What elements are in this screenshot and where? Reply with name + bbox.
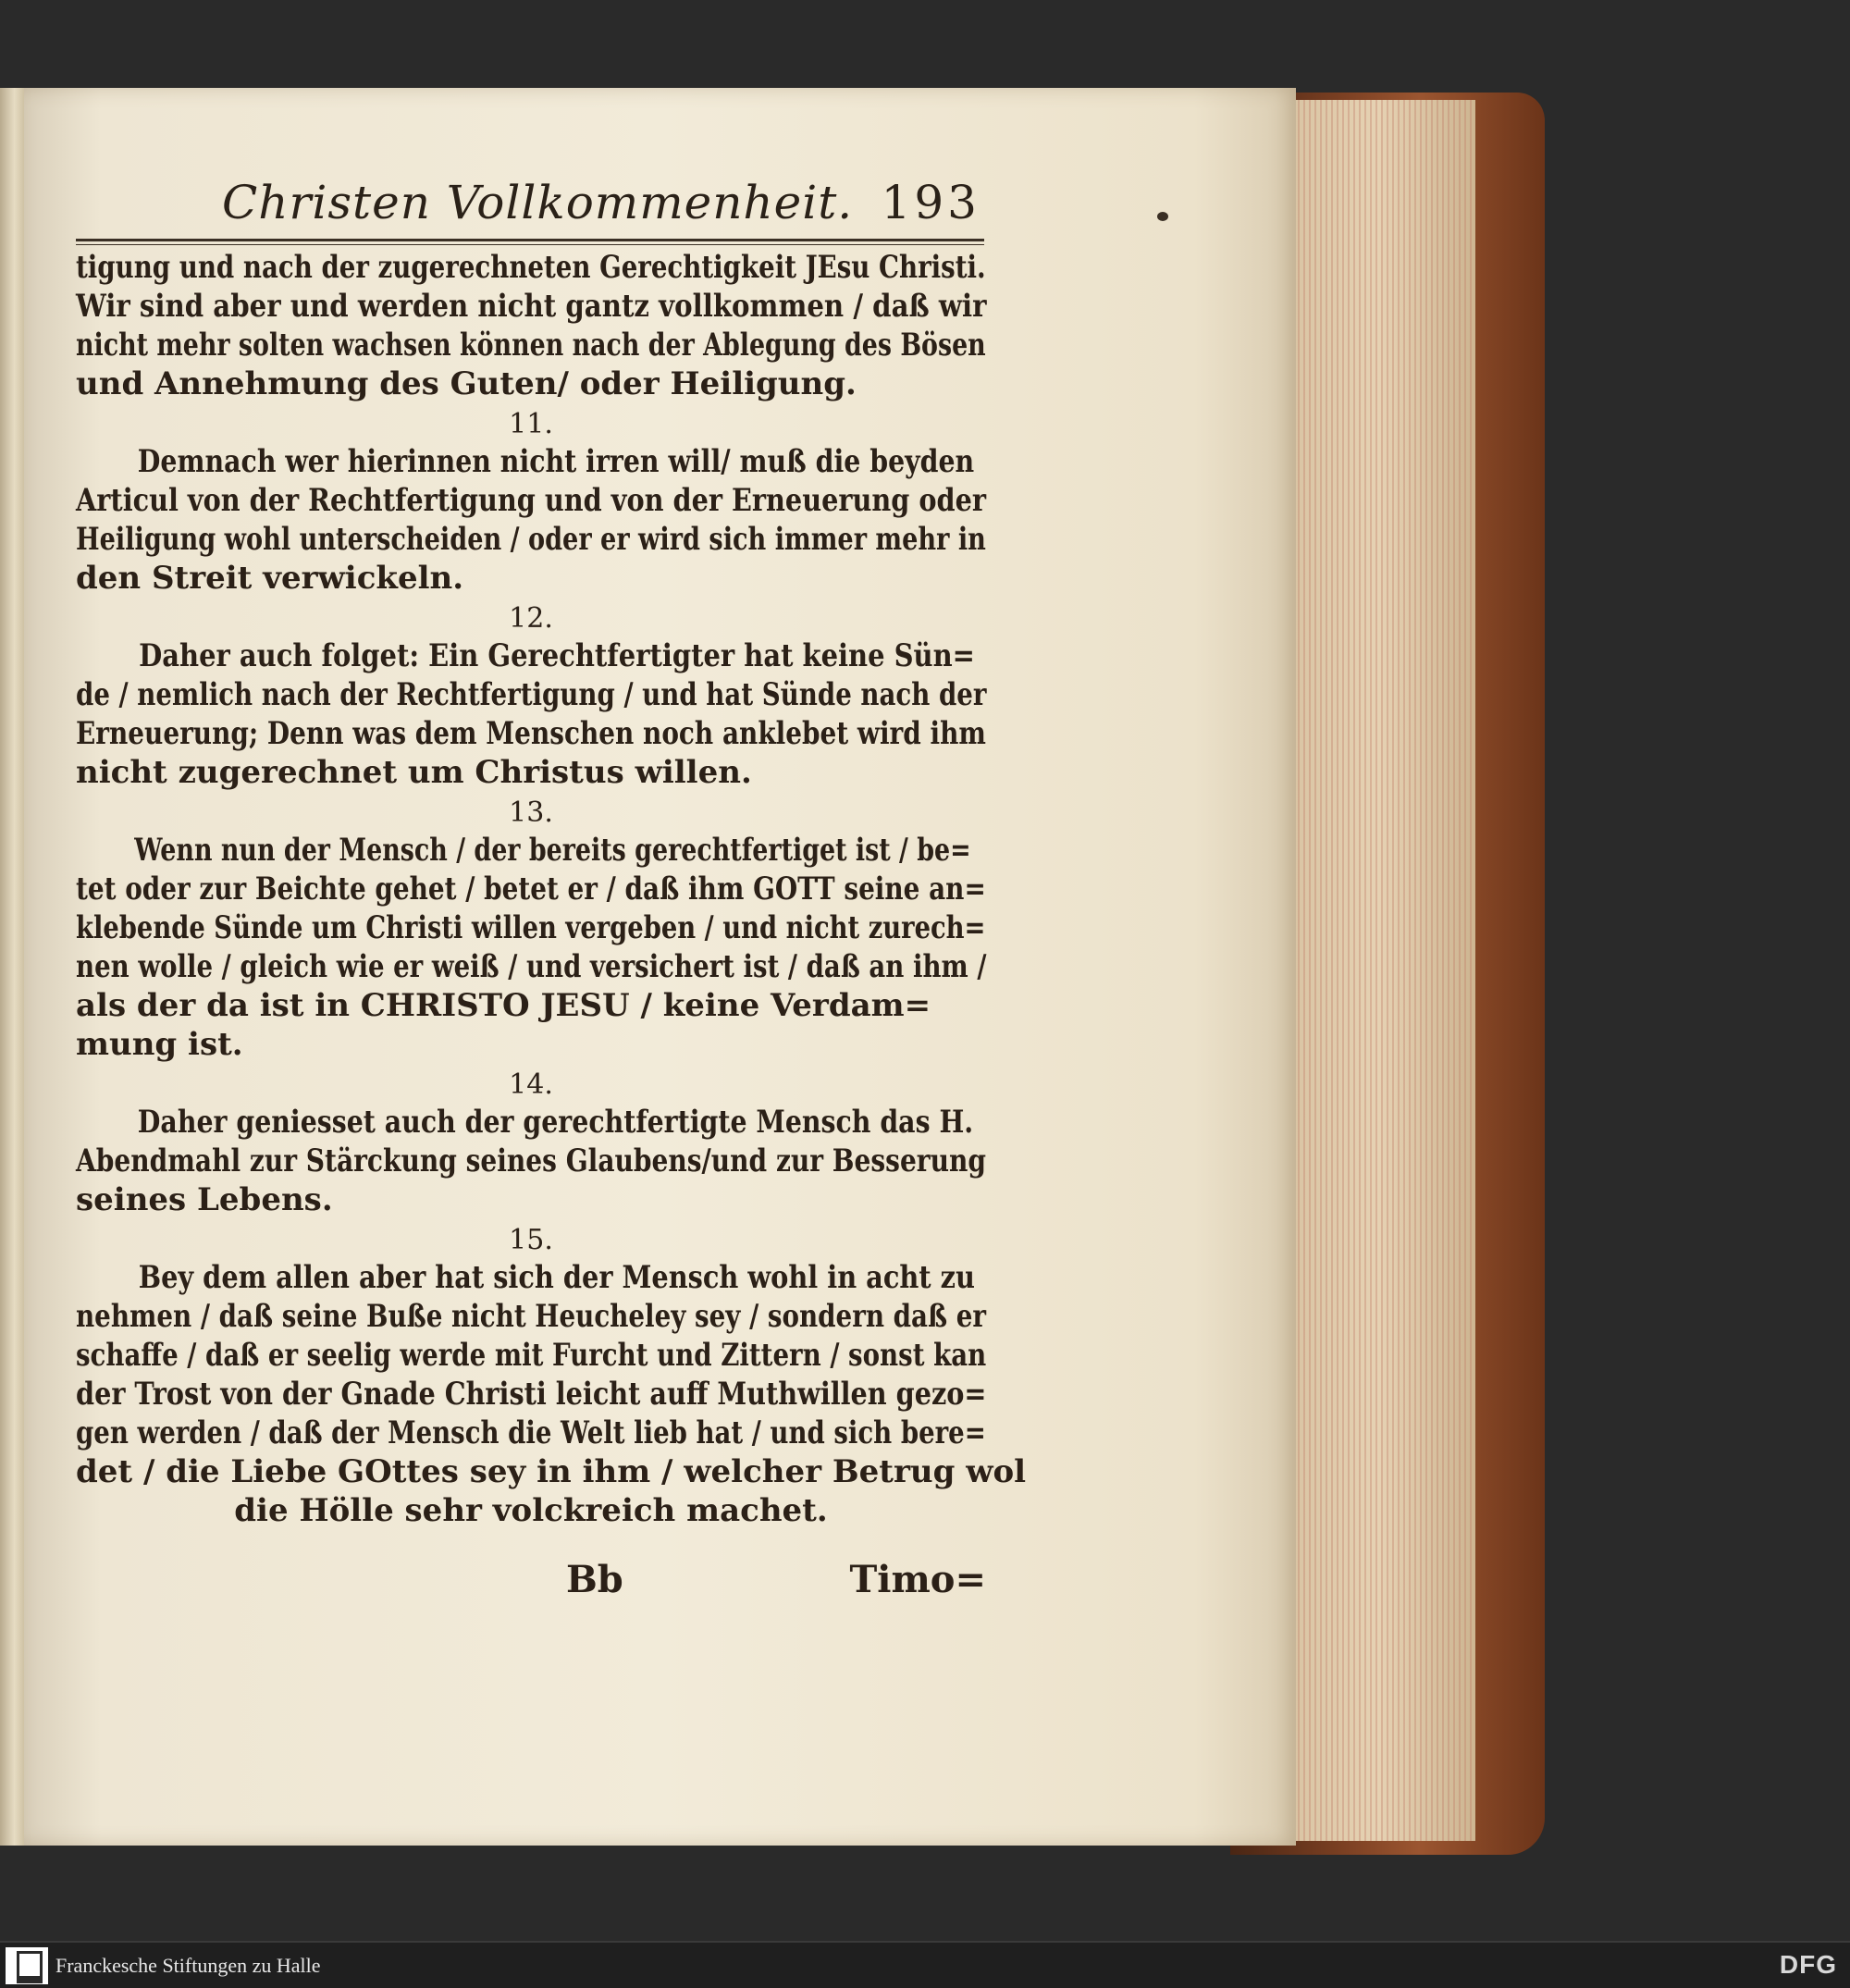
text-line: nicht zugerechnet um Christus willen. xyxy=(76,754,752,791)
text-line: schaffe / daß er seelig werde mit Furcht und Zittern / sonst kan xyxy=(76,1337,987,1374)
institution-name[interactable]: Franckesche Stiftungen zu Halle xyxy=(56,1954,321,1977)
left-page-edge xyxy=(0,88,24,1846)
text-line: klebende Sünde um Christi willen vergeben / und nicht zurech= xyxy=(76,909,986,946)
text-line: tet oder zur Beichte gehet / betet er / daß ihm GOTT seine an= xyxy=(76,871,986,908)
body-text xyxy=(76,248,1027,1530)
text-line: Daher geniesset auch der gerechtfertigte Mensch das H. xyxy=(137,1104,974,1141)
text-line: Wenn nun der Mensch / der bereits gerechtfertiget ist / be= xyxy=(134,832,971,869)
text-line: Articul von der Rechtfertigung und von der Erneuerung oder xyxy=(76,482,987,519)
viewer-footer xyxy=(0,1941,1850,1988)
section-number: 15. xyxy=(509,1224,553,1256)
text-line: der Trost von der Gnade Christi leicht auff Muthwillen gezo= xyxy=(76,1376,987,1413)
text-line: Heiligung wohl unterscheiden / oder er wird sich immer mehr in xyxy=(76,521,986,558)
running-head-title: Christen Vollkommenheit. xyxy=(222,176,854,229)
section-number: 13. xyxy=(509,796,553,829)
text-line: seines Lebens. xyxy=(76,1181,333,1218)
page-fore-edge xyxy=(1281,100,1475,1841)
text-line: Wir sind aber und werden nicht gantz vollkommen / daß wir xyxy=(76,288,987,325)
text-line: den Streit verwickeln. xyxy=(76,560,464,597)
section-number: 11. xyxy=(509,408,553,440)
text-line: Erneuerung; Denn was dem Menschen noch anklebet wird ihm xyxy=(76,715,986,752)
text-line: nen wolle / gleich wie er weiß / und versichert ist / daß an ihm / xyxy=(76,948,987,985)
text-line: de / nemlich nach der Rechtfertigung / und hat Sünde nach der xyxy=(76,676,987,713)
text-line: nehmen / daß seine Buße nicht Heucheley sey / sondern daß er xyxy=(76,1298,987,1335)
ink-mark xyxy=(1157,212,1168,221)
institution-logo xyxy=(6,1947,48,1984)
text-line: nicht mehr solten wachsen können nach der Ablegung des Bösen xyxy=(76,327,986,364)
text-line: als der da ist in CHRISTO JESU / keine Verdam= xyxy=(76,987,931,1024)
text-line: Daher auch folget: Ein Gerechtfertigter hat keine Sün= xyxy=(139,637,975,674)
text-line: Demnach wer hierinnen nicht irren will/ muß die beyden xyxy=(137,443,975,480)
catchword: Timo= xyxy=(849,1558,986,1601)
text-line: mung ist. xyxy=(76,1026,243,1063)
signature-mark: Bb xyxy=(566,1558,623,1601)
text-line: gen werden / daß der Mensch die Welt lieb hat / und sich bere= xyxy=(76,1414,986,1451)
text-line: det / die Liebe GOttes sey in ihm / welcher Betrug wol xyxy=(76,1453,1027,1490)
section-number: 12. xyxy=(509,602,553,635)
building-icon xyxy=(17,1951,43,1983)
text-line: Bey dem allen aber hat sich der Mensch wohl in acht zu xyxy=(138,1259,975,1296)
text-line: und Annehmung des Guten/ oder Heiligung. xyxy=(76,365,857,402)
text-line: die Hölle sehr volckreich machet. xyxy=(234,1492,828,1529)
text-line: Abendmahl zur Stärckung seines Glaubens/und zur Besserung xyxy=(76,1142,986,1179)
dfg-logo[interactable]: DFG xyxy=(1779,1950,1837,1979)
catchline xyxy=(76,1558,986,1610)
page-number: 193 xyxy=(881,176,980,229)
running-head xyxy=(222,176,980,241)
text-line: tigung und nach der zugerechneten Gerechtigkeit JEsu Christi. xyxy=(76,249,986,286)
section-number: 14. xyxy=(509,1068,553,1101)
header-rule xyxy=(76,239,984,245)
